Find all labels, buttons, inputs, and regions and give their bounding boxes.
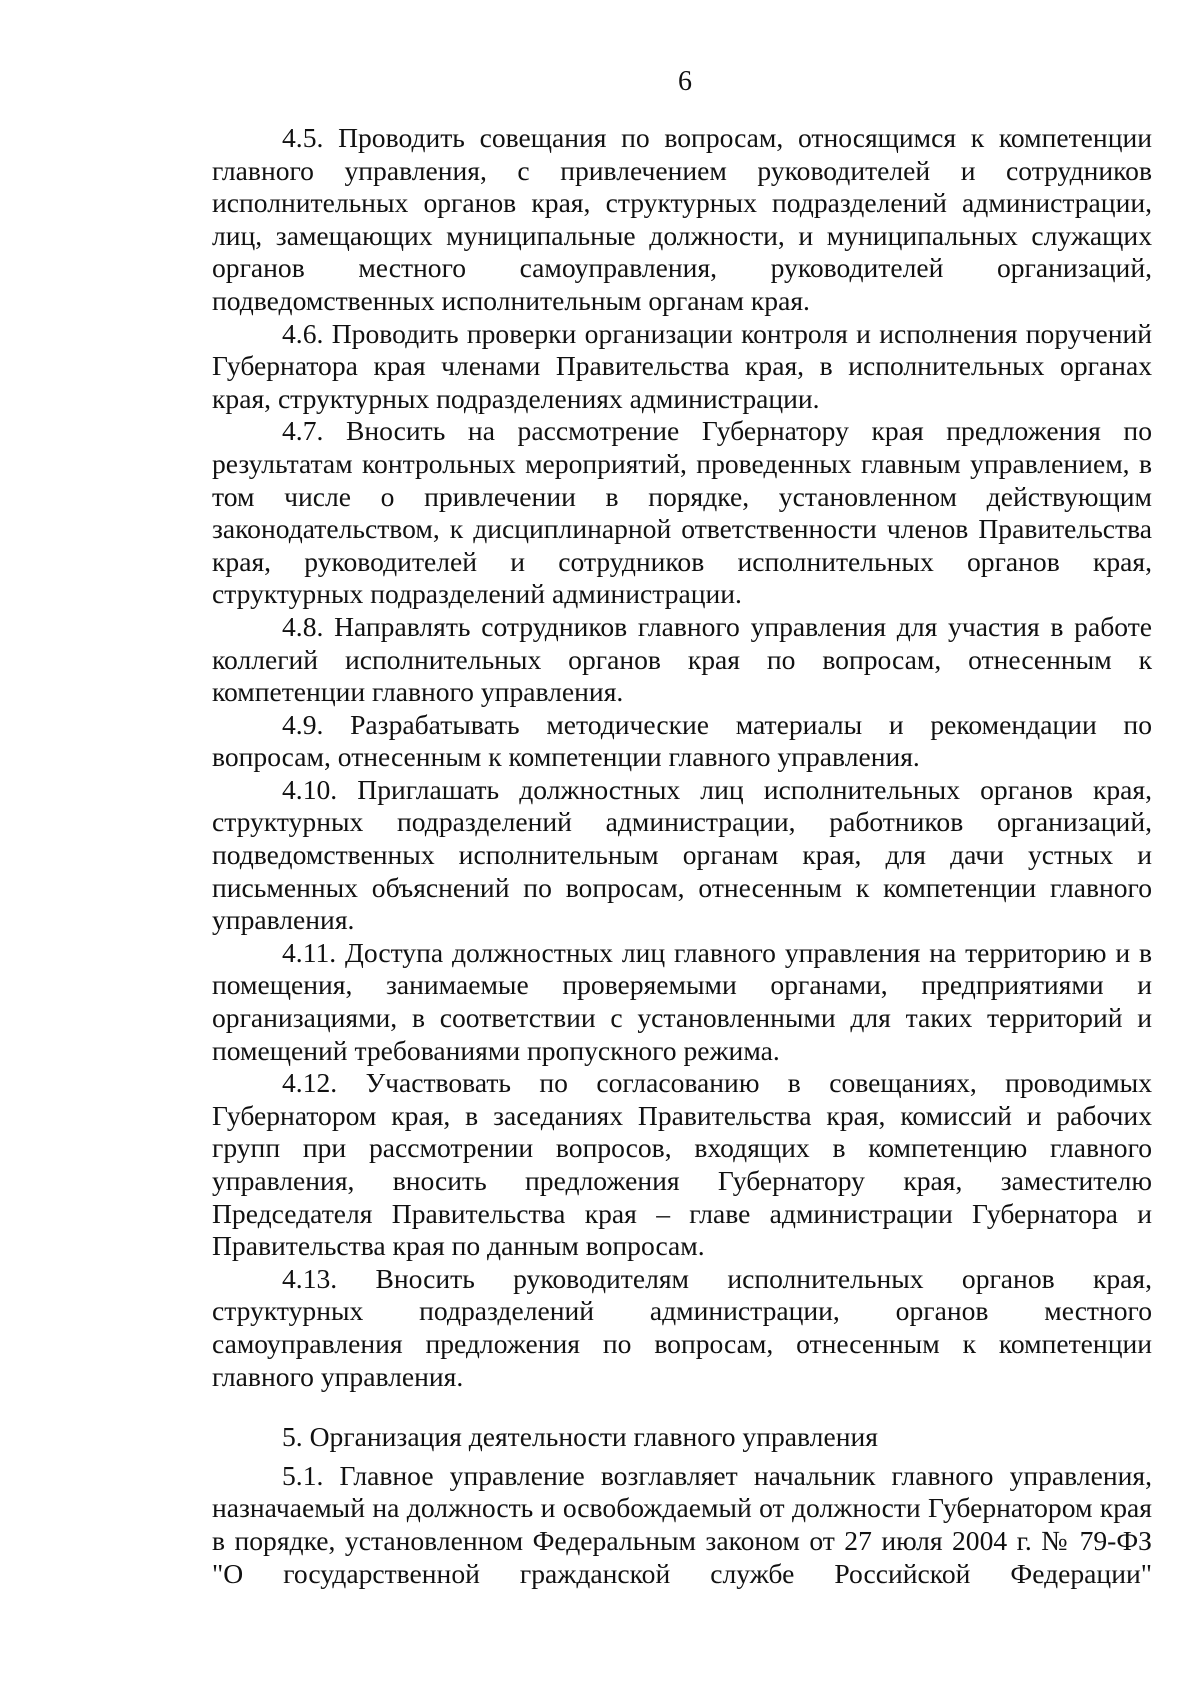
- paragraph-4-12: 4.12. Участвовать по согласованию в совещаниях, проводимых Губернатором края, в заседаниях Правительства края, комиссий и рабочих групп при рассмотрении вопросов, входящих в компетенцию главного управления, вносить предложения Губернатору края, заместителю Председателя Правительства края – главе администрации Губернатора и Правительства края по данным вопросам.: [212, 1067, 1152, 1262]
- paragraph-5-1: 5.1. Главное управление возглавляет начальник главного управления, назначаемый на должность и освобождаемый от должности Губернатором края в порядке, установленном Федеральным законом от 27 июля 2004 г. № 79-ФЗ "О государственной гражданской службе Российской Федерации": [212, 1459, 1152, 1589]
- paragraph-4-13: 4.13. Вносить руководителям исполнительных органов края, структурных подразделений администрации, органов местного самоуправления предложения по вопросам, отнесенным к компетенции главного управления.: [212, 1262, 1152, 1392]
- page-number: 6: [678, 66, 692, 97]
- paragraph-4-8: 4.8. Направлять сотрудников главного управления для участия в работе коллегий исполнительных органов края по вопросам, отнесенным к компетенции главного управления.: [212, 610, 1152, 708]
- section-heading: 5. Организация деятельности главного управления: [282, 1421, 878, 1453]
- paragraph-4-6: 4.6. Проводить проверки организации контроля и исполнения поручений Губернатора края членами Правительства края, в исполнительных органах края, структурных подразделениях администрации.: [212, 317, 1152, 414]
- paragraph-4-10: 4.10. Приглашать должностных лиц исполнительных органов края, структурных подразделений администрации, работников организаций, подведомственных исполнительным органам края, для дачи устных и письменных объяснений по вопросам, отнесенным к компетенции главного управления.: [212, 773, 1152, 936]
- paragraph-4-11: 4.11. Доступа должностных лиц главного управления на территорию и в помещения, занимаемые проверяемыми органами, предприятиями и организациями, в соответствии с установленными для таких территорий и помещений требованиями пропускного режима.: [212, 936, 1152, 1066]
- document-body: [212, 122, 1152, 1590]
- paragraph-4-5: 4.5. Проводить совещания по вопросам, относящимся к компетенции главного управления, с привлечением руководителей и сотрудников исполнительных органов края, структурных подразделений администрации, лиц, замещающих муниципальные должности, и муниципальных служащих органов местного самоуправления, руководителей организаций, подведомственных исполнительным органам края.: [212, 122, 1152, 316]
- paragraph-4-9: 4.9. Разрабатывать методические материалы и рекомендации по вопросам, отнесенным к компетенции главного управления.: [212, 708, 1152, 773]
- paragraph-4-7: 4.7. Вносить на рассмотрение Губернатору края предложения по результатам контрольных мероприятий, проведенных главным управлением, в том числе о привлечении в порядке, установленном действующим законодательством, к дисциплинарной ответственности членов Правительства края, руководителей и сотрудников исполнительных органов края, структурных подразделений администрации.: [212, 415, 1152, 610]
